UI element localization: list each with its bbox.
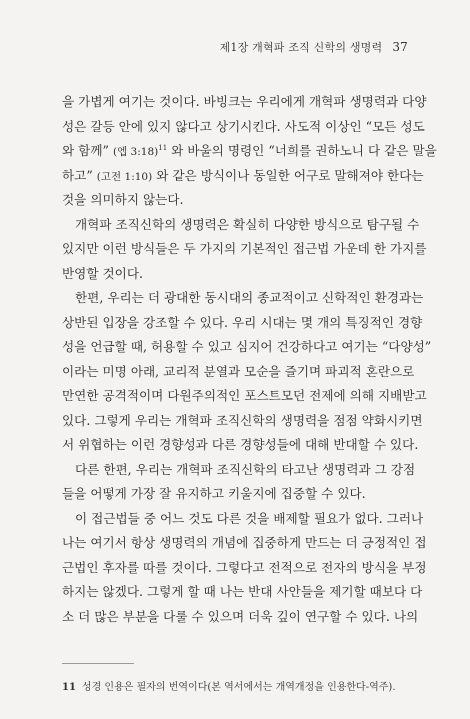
- paragraph-line: 있지만 이런 방식들은 두 가지의 기본적인 접근법 가운데 한 가지를: [62, 241, 427, 256]
- line-text: 하고”: [62, 167, 93, 183]
- footnote-marker: 11: [158, 144, 168, 152]
- paragraph-line: 다른 한편, 우리는 개혁파 조직신학의 타고난 생명력과 그 강점: [75, 461, 416, 477]
- body-text: [62, 90, 437, 629]
- scripture-reference: (엡 3:18): [112, 146, 159, 158]
- paragraph-line: 이라는 미명 아래, 교리적 분열과 모순을 즐기며 파괴적 혼란으로: [62, 363, 415, 379]
- paragraph-line: 성을 언급할 때, 허용할 수 있고 심지어 건강하다고 여기는 “다양성”: [62, 339, 432, 354]
- line-text: 와 함께”: [62, 143, 109, 158]
- chapter-title: 제1장 개혁파 조직 신학의 생명력: [219, 41, 383, 54]
- paragraph-line: 것을 의미하지 않는다.: [62, 192, 184, 207]
- paragraph-line: [62, 139, 437, 164]
- paragraph-line: 을 가볍게 여기는 것이다. 바빙크는 우리에게 개혁파 생명력과 다양: [62, 94, 427, 109]
- page-number: 37: [392, 40, 408, 54]
- paragraph-line: 성은 갈등 안에 있지 않다고 상기시킨다. 사도적 이상인 “모든 성도: [62, 118, 425, 134]
- footnote-number: 11: [62, 682, 76, 693]
- paragraph-line: 들을 어떻게 가장 잘 유지하고 키울지에 집중할 수 있다.: [62, 486, 366, 501]
- paragraph-line: 있다. 그렇게 우리는 개혁파 조직신학의 생명력을 점점 약화시키면: [62, 412, 423, 428]
- paragraph-line: 상반된 입장을 강조할 수 있다. 우리 시대는 몇 개의 특징적인 경향: [62, 314, 423, 330]
- paragraph-line: 소 더 많은 부분을 다룰 수 있으며 더욱 깊이 연구할 수 있다. 나의: [62, 608, 419, 624]
- footnote-text: 성경 인용은 필자의 번역이다(본 역서에서는 개역개정을 인용한다-역주).: [81, 682, 396, 693]
- paragraph-line: 개혁파 조직신학의 생명력은 확실히 다양한 방식으로 탐구될 수: [75, 216, 420, 232]
- paragraph-line: 하지는 않겠다. 그렇게 할 때 나는 반대 사안들을 제기할 때보다 다: [62, 584, 423, 599]
- paragraph-line: 만연한 공격적이며 다원주의적인 포스트모던 전제에 의해 지배받고: [62, 388, 427, 403]
- footnote: [62, 678, 396, 693]
- running-head: [220, 39, 408, 55]
- paragraph-line: [62, 164, 424, 189]
- scripture-reference: (고전 1:10): [96, 170, 153, 183]
- paragraph-line: 서 위협하는 이런 경향성과 다른 경향성들에 대해 반대할 수 있다.: [62, 437, 419, 452]
- paragraph-line: 반영할 것이다.: [62, 265, 143, 281]
- paragraph-line: 이 접근법들 중 어느 것도 다른 것을 배제할 필요가 없다. 그러나: [75, 510, 424, 526]
- footnote-divider: [62, 663, 134, 664]
- paragraph-line: 나는 여기서 항상 생명력의 개념에 집중하게 만드는 더 긍정적인 접: [62, 535, 427, 550]
- line-text: 와 같은 방식이나 동일한 어구로 말해져야 한다는: [156, 167, 424, 183]
- paragraph-line: 한편, 우리는 더 광대한 동시대의 종교적이고 신학적인 환경과는: [75, 290, 424, 305]
- paragraph-line: 근법인 후자를 따를 것이다. 그렇다고 전적으로 전자의 방식을 부정: [62, 559, 427, 575]
- line-text: 와 바울의 명령인 “너희를 권하노니 다 같은 말을: [171, 143, 437, 158]
